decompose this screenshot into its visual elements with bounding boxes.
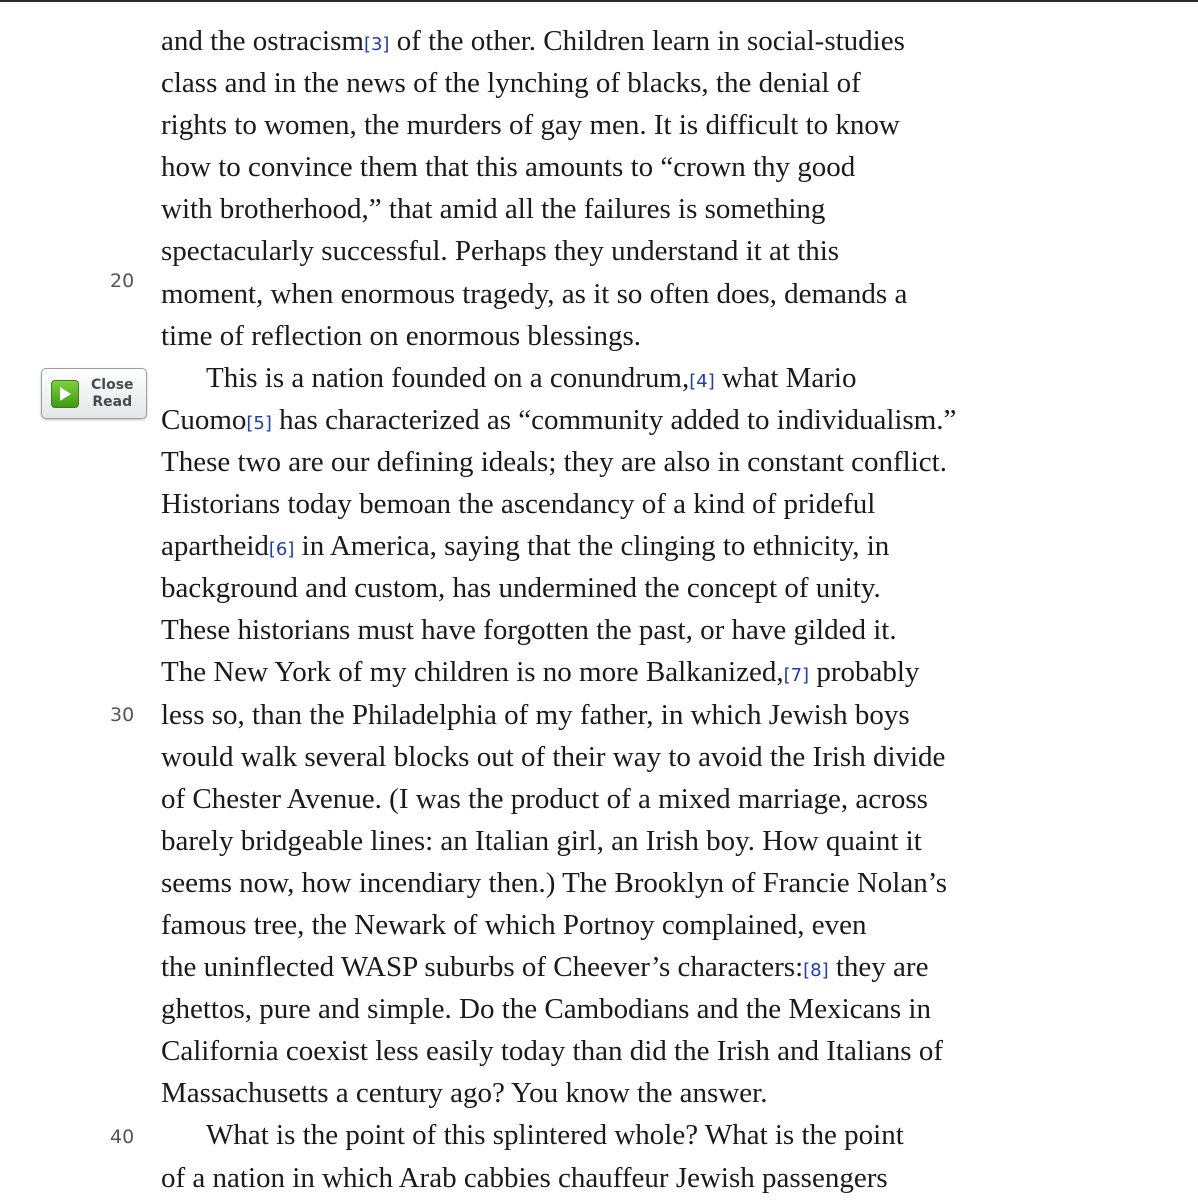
line-text: These historians must have forgotten the past, or have gilded it.: [161, 614, 897, 647]
line-text: spectacularly successful. Perhaps they understand it at this: [161, 235, 840, 268]
line-text: background and custom, has undermined the concept of unity.: [161, 572, 881, 605]
text-line: [161, 399, 1061, 441]
line-number-40: 40: [110, 1126, 135, 1148]
footnote-link-8[interactable]: [8]: [803, 960, 829, 982]
line-text: less so, than the Philadelphia of my father, in which Jewish boys: [161, 698, 910, 731]
line-text: with brotherhood,” that amid all the failures is something: [161, 193, 826, 226]
line-text: Massachusetts a century ago? You know the answer.: [161, 1077, 768, 1110]
line-text: probably: [809, 656, 920, 689]
text-line: [161, 651, 1061, 693]
text-line: [161, 357, 1061, 399]
footnote-link-7[interactable]: [7]: [783, 665, 810, 687]
line-text: of a nation in which Arab cabbies chauffeur Jewish passengers: [161, 1161, 888, 1194]
text-line: [161, 104, 1061, 146]
text-line: [161, 1030, 1061, 1072]
text-line: [161, 483, 1061, 525]
text-line: [161, 820, 1061, 862]
text-line: [161, 904, 1061, 946]
close-read-label-line2: Read: [92, 393, 133, 410]
text-line: [161, 567, 1061, 609]
line-text: the uninflected WASP suburbs of Cheever’s characters:: [161, 951, 804, 984]
line-text: ghettos, pure and simple. Do the Cambodians and the Mexicans in: [161, 993, 931, 1026]
line-text: of the other. Children learn in social-studies: [389, 25, 905, 57]
text-line: [161, 609, 1061, 651]
text-line: [161, 694, 1061, 736]
text-line: [161, 1072, 1061, 1114]
text-line: [161, 62, 1061, 104]
line-text: Historians today bemoan the ascendancy of a kind of prideful: [161, 488, 876, 521]
line-text: time of reflection on enormous blessings.: [161, 319, 642, 352]
text-line: [161, 862, 1061, 904]
line-text: of Chester Avenue. (I was the product of a mixed marriage, across: [161, 782, 928, 815]
footnote-link-3[interactable]: [3]: [363, 34, 390, 55]
line-text: what Mario: [714, 361, 857, 394]
line-text: how to convince them that this amounts to “crown thy good: [161, 151, 856, 184]
close-read-label-line1: Close: [91, 376, 134, 393]
line-text: California coexist less easily today than did the Irish and Italians of: [161, 1035, 943, 1068]
text-line: [161, 778, 1061, 820]
footnote-link-5[interactable]: [5]: [246, 412, 272, 434]
line-text: class and in the news of the lynching of blacks, the denial of: [161, 67, 861, 100]
footnote-link-4[interactable]: [4]: [689, 370, 715, 392]
close-read-button[interactable]: [41, 368, 147, 419]
text-line: [161, 273, 1061, 315]
line-text: This is a nation founded on a conundrum,: [206, 361, 690, 394]
line-text: What is the point of this splintered whole? What is the point: [206, 1119, 904, 1152]
text-line: [161, 188, 1061, 230]
text-line: [161, 315, 1061, 357]
line-text: apartheid: [161, 530, 269, 563]
text-line: [161, 230, 1061, 272]
top-divider: [0, 0, 1198, 2]
text-line: [161, 946, 1061, 988]
line-text: they are: [828, 951, 929, 984]
passage-text: [161, 20, 1061, 1199]
close-read-label: [91, 377, 134, 411]
line-text: would walk several blocks out of their way to avoid the Irish divide: [161, 740, 946, 773]
text-line: [161, 441, 1061, 483]
footnote-link-6[interactable]: [6]: [268, 539, 295, 561]
line-text: in America, saying that the clinging to ethnicity, in: [294, 530, 890, 563]
text-line: [161, 1114, 1061, 1156]
play-icon: [51, 380, 79, 408]
line-text: famous tree, the Newark of which Portnoy complained, even: [161, 908, 867, 941]
text-line: [161, 988, 1061, 1030]
text-line: [161, 20, 1061, 62]
line-text: The New York of my children is no more Balkanized,: [161, 656, 784, 689]
line-number-20: 20: [110, 270, 135, 292]
line-text: Cuomo: [161, 403, 247, 436]
text-line: [161, 1157, 1061, 1199]
line-text: barely bridgeable lines: an Italian girl, an Irish boy. How quaint it: [161, 824, 922, 857]
line-text: seems now, how incendiary then.) The Brooklyn of Francie Nolan’s: [161, 866, 948, 899]
line-text: moment, when enormous tragedy, as it so often does, demands a: [161, 277, 908, 310]
line-text: rights to women, the murders of gay men. It is difficult to know: [161, 109, 900, 142]
line-text: and the ostracism: [161, 25, 364, 57]
line-text: These two are our defining ideals; they are also in constant conflict.: [161, 445, 947, 478]
text-line: [161, 525, 1061, 567]
line-number-30: 30: [110, 704, 135, 726]
line-text: has characterized as “community added to individualism.”: [271, 403, 957, 436]
text-line: [161, 146, 1061, 188]
text-line: [161, 736, 1061, 778]
